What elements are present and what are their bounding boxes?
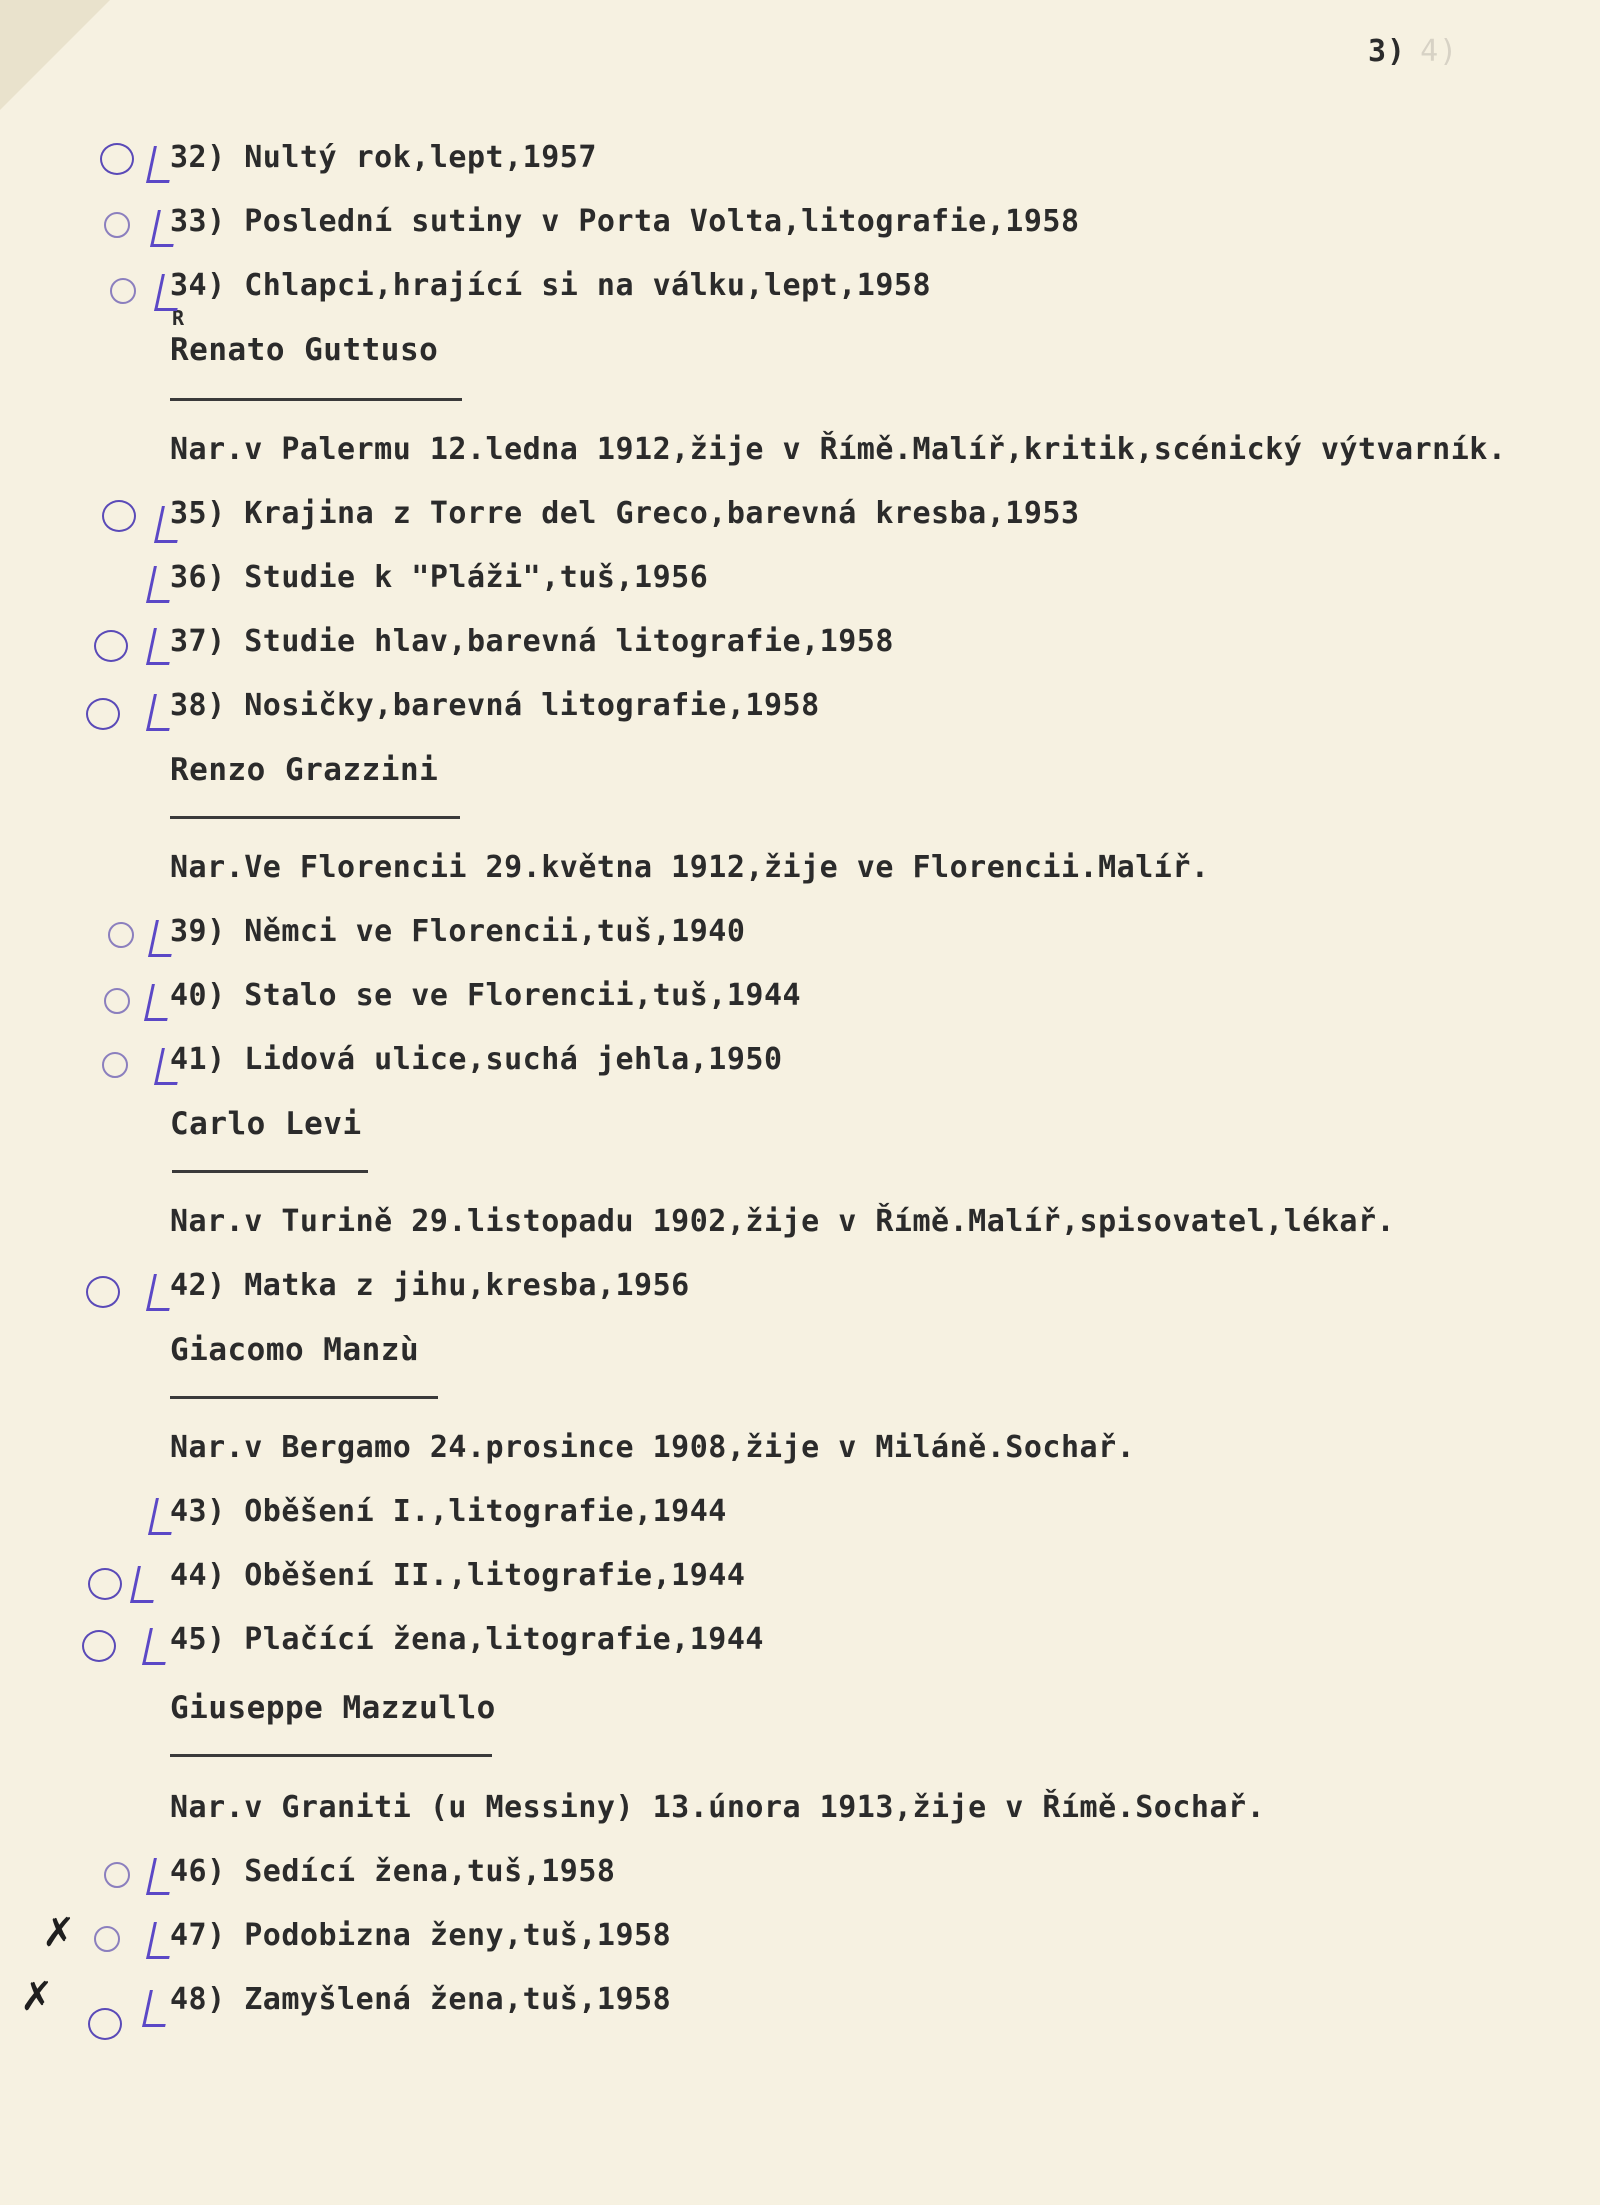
check-mark-icon xyxy=(146,1858,177,1895)
circle-mark-icon xyxy=(102,1052,128,1078)
underline xyxy=(170,398,462,401)
circle-mark-icon xyxy=(94,630,128,662)
list-item: 47) Podobizna ženy,tuš,1958 xyxy=(170,1918,672,1953)
list-item: 39) Němci ve Florencii,tuš,1940 xyxy=(170,914,746,949)
circle-mark-icon xyxy=(86,1276,120,1308)
artist-name: Giacomo Manzù xyxy=(170,1332,420,1368)
check-mark-icon xyxy=(154,1048,185,1085)
underline xyxy=(170,1396,438,1399)
check-mark-icon xyxy=(146,566,177,603)
circle-mark-icon xyxy=(88,1568,122,1600)
check-mark-icon xyxy=(142,1628,173,1665)
page-number-show-through: 4) xyxy=(1420,34,1459,69)
list-item: 36) Studie k "Pláži",tuš,1956 xyxy=(170,560,709,595)
check-mark-icon xyxy=(144,984,175,1021)
list-item: 43) Oběšení I.,litografie,1944 xyxy=(170,1494,727,1529)
circle-mark-icon xyxy=(94,1926,120,1952)
check-mark-icon xyxy=(146,628,177,665)
circle-mark-icon xyxy=(104,212,130,238)
list-item: 38) Nosičky,barevná litografie,1958 xyxy=(170,688,820,723)
check-mark-icon xyxy=(154,506,185,543)
scribble-mark-icon: ✗ xyxy=(20,1974,54,2020)
circle-mark-icon xyxy=(110,278,136,304)
artist-name: Renato Guttuso xyxy=(170,332,439,368)
artist-bio: Nar.v Graniti (u Messiny) 13.února 1913,žije v Římě.Sochař. xyxy=(170,1790,1266,1825)
artist-name: Giuseppe Mazzullo xyxy=(170,1690,496,1726)
circle-mark-icon xyxy=(104,1862,130,1888)
page-number xyxy=(1368,34,1458,69)
artist-name: Renzo Grazzini xyxy=(170,752,439,788)
list-item: 48) Zamyšlená žena,tuš,1958 xyxy=(170,1982,672,2017)
list-item: 46) Sedící žena,tuš,1958 xyxy=(170,1854,616,1889)
page-number-text: 3) xyxy=(1368,34,1407,69)
circle-mark-icon xyxy=(86,698,120,730)
circle-mark-icon xyxy=(104,988,130,1014)
list-item: 41) Lidová ulice,suchá jehla,1950 xyxy=(170,1042,783,1077)
check-mark-icon xyxy=(148,920,179,957)
circle-mark-icon xyxy=(108,922,134,948)
circle-mark-icon xyxy=(102,500,136,532)
list-item: 44) Oběšení II.,litografie,1944 xyxy=(170,1558,746,1593)
artist-bio: Nar.v Palermu 12.ledna 1912,žije v Římě.Malíř,kritik,scénický výtvarník. xyxy=(170,432,1507,467)
list-item: 45) Plačící žena,litografie,1944 xyxy=(170,1622,764,1657)
list-item: 33) Poslední sutiny v Porta Volta,litografie,1958 xyxy=(170,204,1080,239)
check-mark-icon xyxy=(146,1922,177,1959)
underline xyxy=(172,1170,368,1173)
list-item: 42) Matka z jihu,kresba,1956 xyxy=(170,1268,690,1303)
circle-mark-icon xyxy=(88,2008,122,2040)
handwritten-correction: R xyxy=(172,306,185,330)
check-mark-icon xyxy=(146,1274,177,1311)
scribble-mark-icon: ✗ xyxy=(42,1910,76,1956)
check-mark-icon xyxy=(130,1566,161,1603)
folded-corner xyxy=(0,0,110,110)
list-item: 40) Stalo se ve Florencii,tuš,1944 xyxy=(170,978,802,1013)
artist-name: Carlo Levi xyxy=(170,1106,362,1142)
list-item: 34) Chlapci,hrající si na válku,lept,1958 xyxy=(170,268,932,303)
underline xyxy=(170,1754,492,1757)
artist-bio: Nar.v Bergamo 24.prosince 1908,žije v Miláně.Sochař. xyxy=(170,1430,1136,1465)
list-item: 32) Nultý rok,lept,1957 xyxy=(170,140,597,175)
list-item: 35) Krajina z Torre del Greco,barevná kresba,1953 xyxy=(170,496,1080,531)
circle-mark-icon xyxy=(82,1630,116,1662)
check-mark-icon xyxy=(146,694,177,731)
list-item: 37) Studie hlav,barevná litografie,1958 xyxy=(170,624,894,659)
circle-mark-icon xyxy=(100,143,134,175)
artist-bio: Nar.v Turině 29.listopadu 1902,žije v Římě.Malíř,spisovatel,lékař. xyxy=(170,1204,1396,1239)
check-mark-icon xyxy=(142,1990,173,2027)
check-mark-icon xyxy=(150,210,181,247)
check-mark-icon xyxy=(148,1498,179,1535)
check-mark-icon xyxy=(146,146,177,183)
underline xyxy=(170,816,460,819)
artist-bio: Nar.Ve Florencii 29.května 1912,žije ve Florencii.Malíř. xyxy=(170,850,1210,885)
